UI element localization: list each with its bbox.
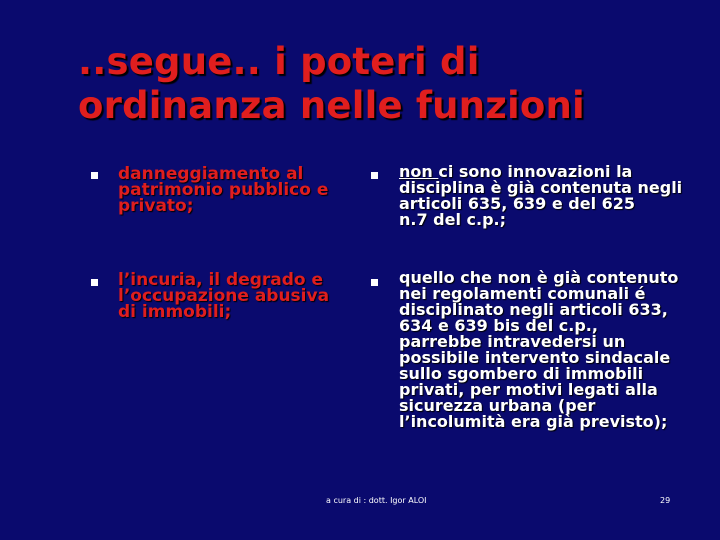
- left-item-2-line: l’incuria, il degrado e: [118, 270, 324, 290]
- bullet-icon: [371, 279, 378, 286]
- left-item-1-line: patrimonio pubblico e: [118, 180, 329, 200]
- page-number: 29: [660, 496, 671, 505]
- right-item-2-line: disciplinato negli articoli 633,: [399, 300, 668, 319]
- left-item-1-line: privato;: [118, 196, 194, 216]
- right-item-2-line: sicurezza urbana (per: [399, 396, 596, 415]
- right-item-1: [399, 164, 717, 228]
- right-item-2-line: parrebbe intravedersi un: [399, 332, 626, 351]
- right-item-2: [399, 270, 717, 430]
- right-item-1-line: n.7 del c.p.;: [399, 210, 507, 229]
- left-item-2-line: l’occupazione abusiva: [118, 286, 330, 306]
- left-item-2-line: di immobili;: [118, 302, 232, 322]
- slide-title-line-2: ordinanza nelle funzioni: [78, 84, 585, 127]
- right-item-2-line: l’incolumità era già previsto);: [399, 412, 668, 431]
- left-item-1-line: danneggiamento al: [118, 164, 304, 184]
- right-item-1-first-rest: ci sono innovazioni la: [438, 162, 633, 181]
- slide-title: [78, 40, 698, 128]
- slide-title-line-1: ..segue.. i poteri di: [78, 40, 480, 83]
- right-item-2-line: privati, per motivi legati alla: [399, 380, 658, 399]
- right-item-1-underlined-word: non: [399, 162, 439, 181]
- bullet-icon: [91, 279, 98, 286]
- bullet-icon: [91, 172, 98, 179]
- bullet-icon: [371, 172, 378, 179]
- right-item-2-line: nei regolamenti comunali é: [399, 284, 646, 303]
- right-item-1-line: articoli 635, 639 e del 625: [399, 194, 636, 213]
- right-item-2-line: possibile intervento sindacale: [399, 348, 671, 367]
- right-item-1-line: disciplina è già contenuta negli: [399, 178, 683, 197]
- right-item-2-line: quello che non è già contenuto: [399, 268, 679, 287]
- left-item-1: [118, 166, 368, 214]
- right-item-2-line: sullo sgombero di immobili: [399, 364, 644, 383]
- right-item-2-line: 634 e 639 bis del c.p.,: [399, 316, 598, 335]
- left-item-2: [118, 272, 368, 320]
- footer-author: a cura di : dott. Igor ALOI: [326, 496, 427, 505]
